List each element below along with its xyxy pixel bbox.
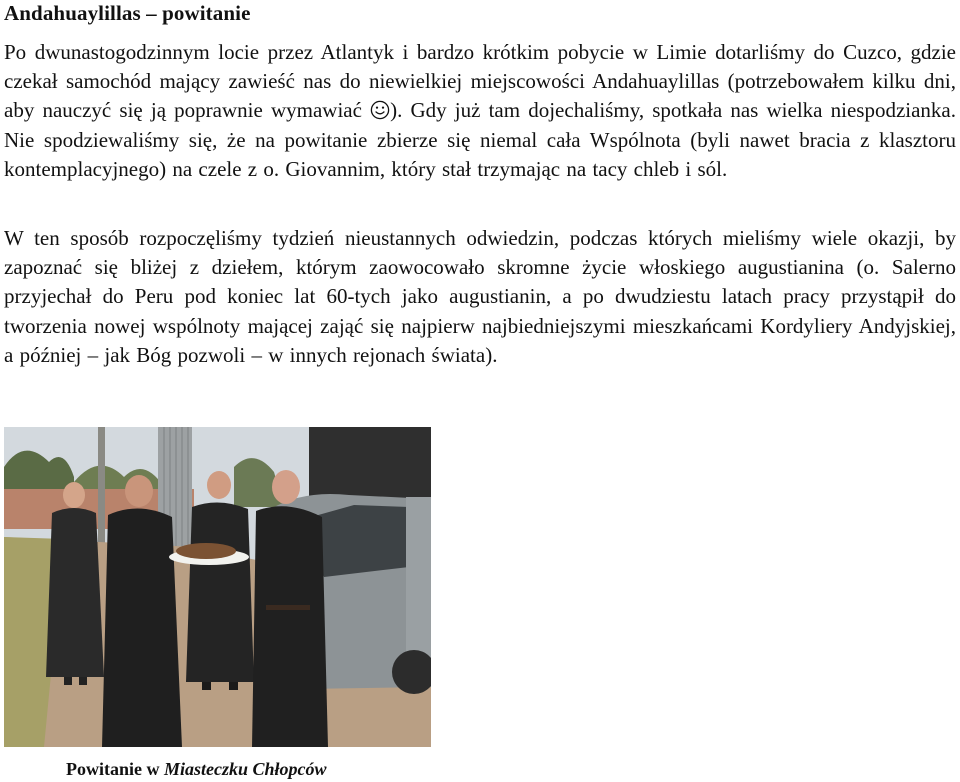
paragraph-visits: W ten sposób rozpoczęliśmy tydzień nieustannych odwiedzin, podczas których mieliśmy wiele okazji, by zapoznać się bliżej z dziełem, którym zaowocowało skromne życie włoskiego augustianina (o. Salerno przyjechał do Peru pod koniec lat 60-tych jako augustianin, a po dwudziestu latach pracy przystąpił do tworzenia nowej wspólnoty mającej zająć się najpierw najbiedniejszymi mieszkańcami Kordyliery Andyjskiej, a później – jak Bóg pozwoli – w innych rejonach świata). (4, 226, 956, 367)
caption-place: Miasteczku Chłopców (164, 759, 327, 779)
photo-welcome-bread-and-salt (4, 427, 431, 747)
photo-caption (66, 758, 327, 780)
photo-illustration (4, 427, 431, 747)
smiley-face-icon (370, 100, 390, 120)
document-title: Andahuaylillas – powitanie (4, 1, 251, 25)
paragraph-arrival-part1: Po dwunastogodzinnym locie przez Atlantyk i bardzo krótkim pobycie w Limie dotarliśmy do Cuzco, gdzie czekał samochód mający zawieść nas do niewielkiej miejscowości Andahuaylillas (potrzebowałem kilku dni, aby nauczyć się ją poprawnie wymawiać (4, 40, 956, 123)
caption-prefix: Powitanie w (66, 759, 164, 779)
paragraph-arrival (4, 38, 956, 184)
paragraph-arrival-part2: ). Gdy już tam dojechaliśmy, spotkała nas wielka niespodzianka. Nie spodziewaliśmy się, że na powitanie zbierze się niemal cała Wspólnota (byli nawet bracia z klasztoru kontemplacyjnego) na czele z o. Giovannim, który stał trzymając na tacy chleb i sól. (4, 98, 956, 181)
